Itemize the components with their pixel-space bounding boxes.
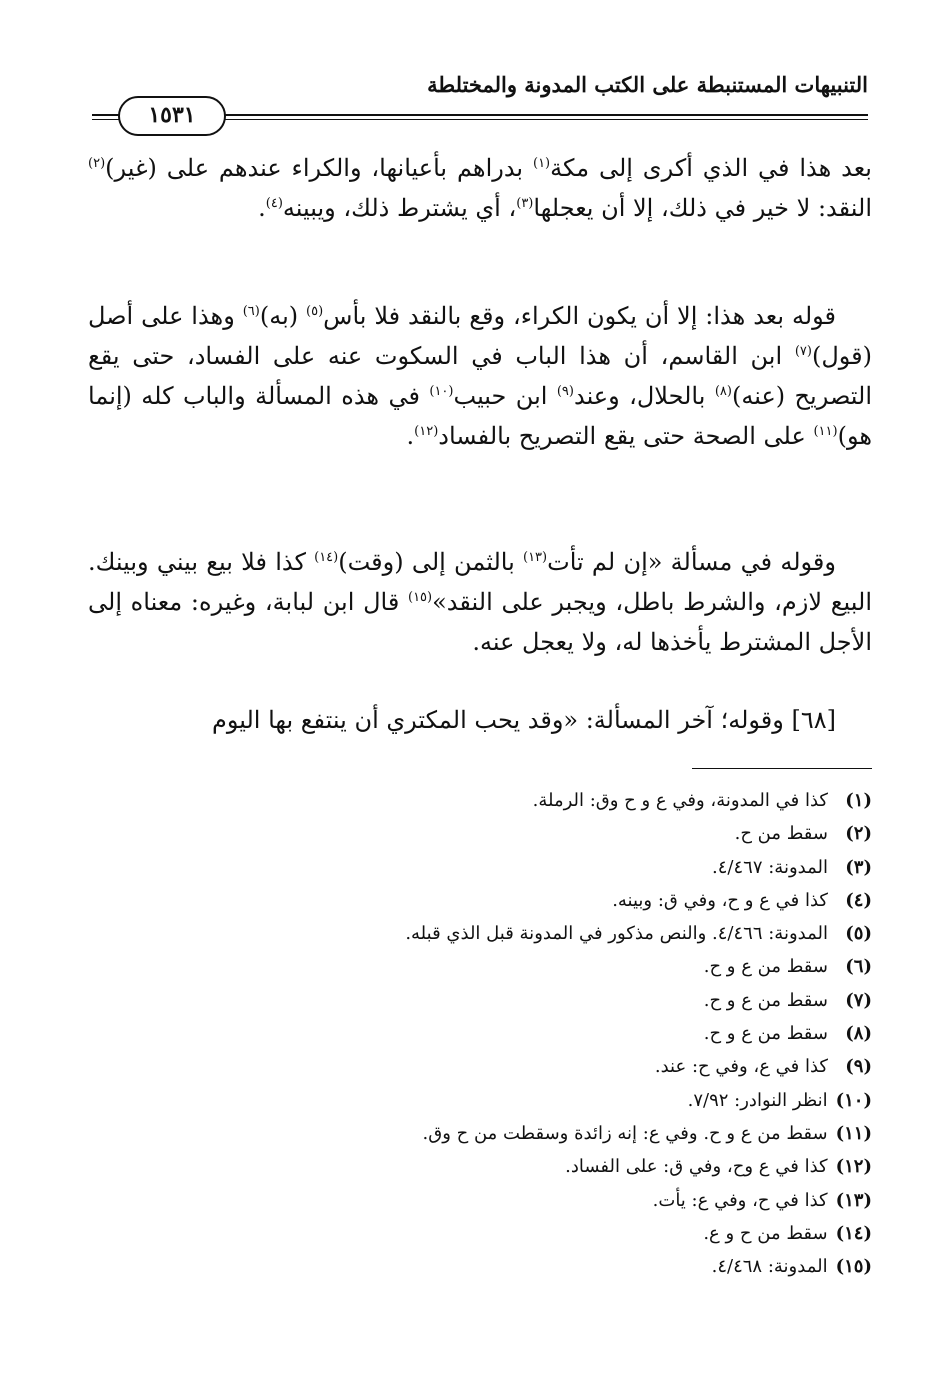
footnote-number: (٩) [845,1056,872,1078]
footnote [88,1084,872,1117]
text-run: قال ابن لبابة، وغيره: معناه إلى الأجل المشترط يأخذها له، ولا يعجل عنه. [88,588,872,656]
footnote-text: كذا في المدونة، وفي ع و ح وق: الرملة. [532,790,828,811]
footnote-ref: (٧) [794,344,812,359]
footnote-separator [692,768,872,769]
text-run: ، أي يشترط ذلك، ويبينه [282,194,517,222]
footnote-number: (١٤) [835,1222,872,1244]
text-run: (به) [259,302,307,330]
footnote-number: (١) [845,790,872,811]
footnote-number: (٨) [845,1023,872,1045]
footnote [88,851,872,884]
footnote-ref: (١٣) [522,550,548,565]
footnote-ref: (٨) [714,384,732,399]
footnote-number: (٧) [845,989,872,1011]
text-run: قوله بعد هذا: إلا أن يكون الكراء، وقع بالنقد فلا بأس [323,302,837,330]
footnote-text: المدونة: ٤/٤٦٧. [712,856,828,878]
footnote [88,884,872,917]
footnote-text: سقط من ع و ح. [703,1023,828,1045]
footnote [88,1017,872,1050]
footnote-text: كذا في ع وح، وفي ق: على الفساد. [565,1156,828,1178]
paragraph-1 [88,148,872,228]
footnote-text: كذا في ع و ح، وفي ق: وبينه. [612,889,828,911]
footnote-ref: (٦) [242,304,260,319]
text-run: بالثمن إلى (وقت) [338,548,523,576]
footnote-ref: (١٢) [414,424,439,439]
text-run: وقوله في مسألة «إن لم تأت [547,548,836,576]
footnote-text: انظر النوادر: ٧/٩٢. [687,1089,828,1111]
footnote-ref: (٢) [88,156,106,171]
footnote-number: (٤) [845,889,872,911]
running-title: التنبيهات المستنبطة على الكتب المدونة والمختلطة [427,72,868,97]
text-run: بعد هذا في الذي أكرى إلى مكة [550,154,872,182]
page-number: ١٥٣١ [118,96,226,136]
footnote-text: سقط من ح و ع. [703,1222,828,1244]
footnote-text: كذا في ح، وفي ع: يأت. [652,1189,828,1211]
footnote-ref: (٤) [265,196,283,211]
paragraph-3 [88,542,872,662]
footnote [88,917,872,950]
footnote-text: سقط من ح. [734,823,828,845]
text-run: على الصحة حتى يقع التصريح بالفساد [438,422,814,450]
footnote [88,1184,872,1217]
footnote [88,784,872,817]
footnote-text: المدونة: ٤/٤٦٦. والنص مذكور في المدونة قبل الذي قبله. [405,923,828,945]
text-run: . [258,194,266,222]
text-run: بالحلال، وعند [573,382,715,410]
footnote-text: سقط من ع و ح. وفي ع: إنه زائدة وسقطت من ح وق. [422,1122,828,1144]
text-run: بدراهم بأعيانها، والكراء عندهم على (غير) [105,154,533,182]
footnote [88,950,872,983]
footnote-number: (٢) [845,823,872,845]
text-run: ابن حبيب [453,382,557,410]
text-run: النقد: لا خير في ذلك، إلا أن يعجلها [533,194,872,222]
footnote [88,1117,872,1150]
footnote-text: سقط من ع و ح. [703,989,828,1011]
text-run: ابن القاسم، أن هذا الباب في السكوت عنه على الفساد، حتى يقع التصريح (عنه) [88,342,872,410]
text-run: في هذه المسألة والباب كله (إنما هو) [88,382,872,450]
text-run: . [406,422,415,450]
footnote [88,984,872,1017]
footnote-number: (١٥) [835,1256,872,1278]
footnote [88,1217,872,1250]
footnote-number: (١٠) [835,1089,872,1111]
footnote-number: (٦) [845,956,872,978]
paragraph-2 [88,296,872,456]
text-run: كذا فلا بيع بيني وبينك. البيع لازم، والشرط باطل، ويجبر على النقد» [88,548,872,616]
footnote-number: (١٣) [835,1189,872,1211]
footnote-text: سقط من ع و ح. [703,956,828,978]
paragraph-4 [88,700,872,740]
footnote-text: المدونة: ٤/٤٦٨. [711,1256,828,1278]
footnote [88,1050,872,1083]
footnote [88,1150,872,1183]
footnote-ref: (١) [532,156,551,171]
footnote-ref: (٣) [516,196,534,211]
footnote-number: (٣) [845,856,872,878]
footnote-number: (١١) [835,1122,872,1144]
footnote-number: (١٢) [835,1156,872,1178]
footnote-ref: (١١) [813,424,838,439]
footnotes-list [88,784,872,1283]
footnote [88,1250,872,1283]
footnote-number: (٥) [845,923,872,945]
text-run: [٦٨] وقوله؛ آخر المسألة: «وقد يحب المكتري أن ينتفع بها اليوم [211,706,836,734]
footnote-ref: (٩) [556,384,574,399]
footnote-ref: (١٠) [429,384,454,399]
footnote [88,817,872,850]
footnote-ref: (١٥) [408,590,433,605]
footnote-text: كذا في ع، وفي ح: عند. [654,1056,828,1078]
text-run: وهذا على أصل (قول) [88,302,872,370]
footnote-ref: (١٤) [314,550,339,565]
footnote-ref: (٥) [306,304,324,319]
